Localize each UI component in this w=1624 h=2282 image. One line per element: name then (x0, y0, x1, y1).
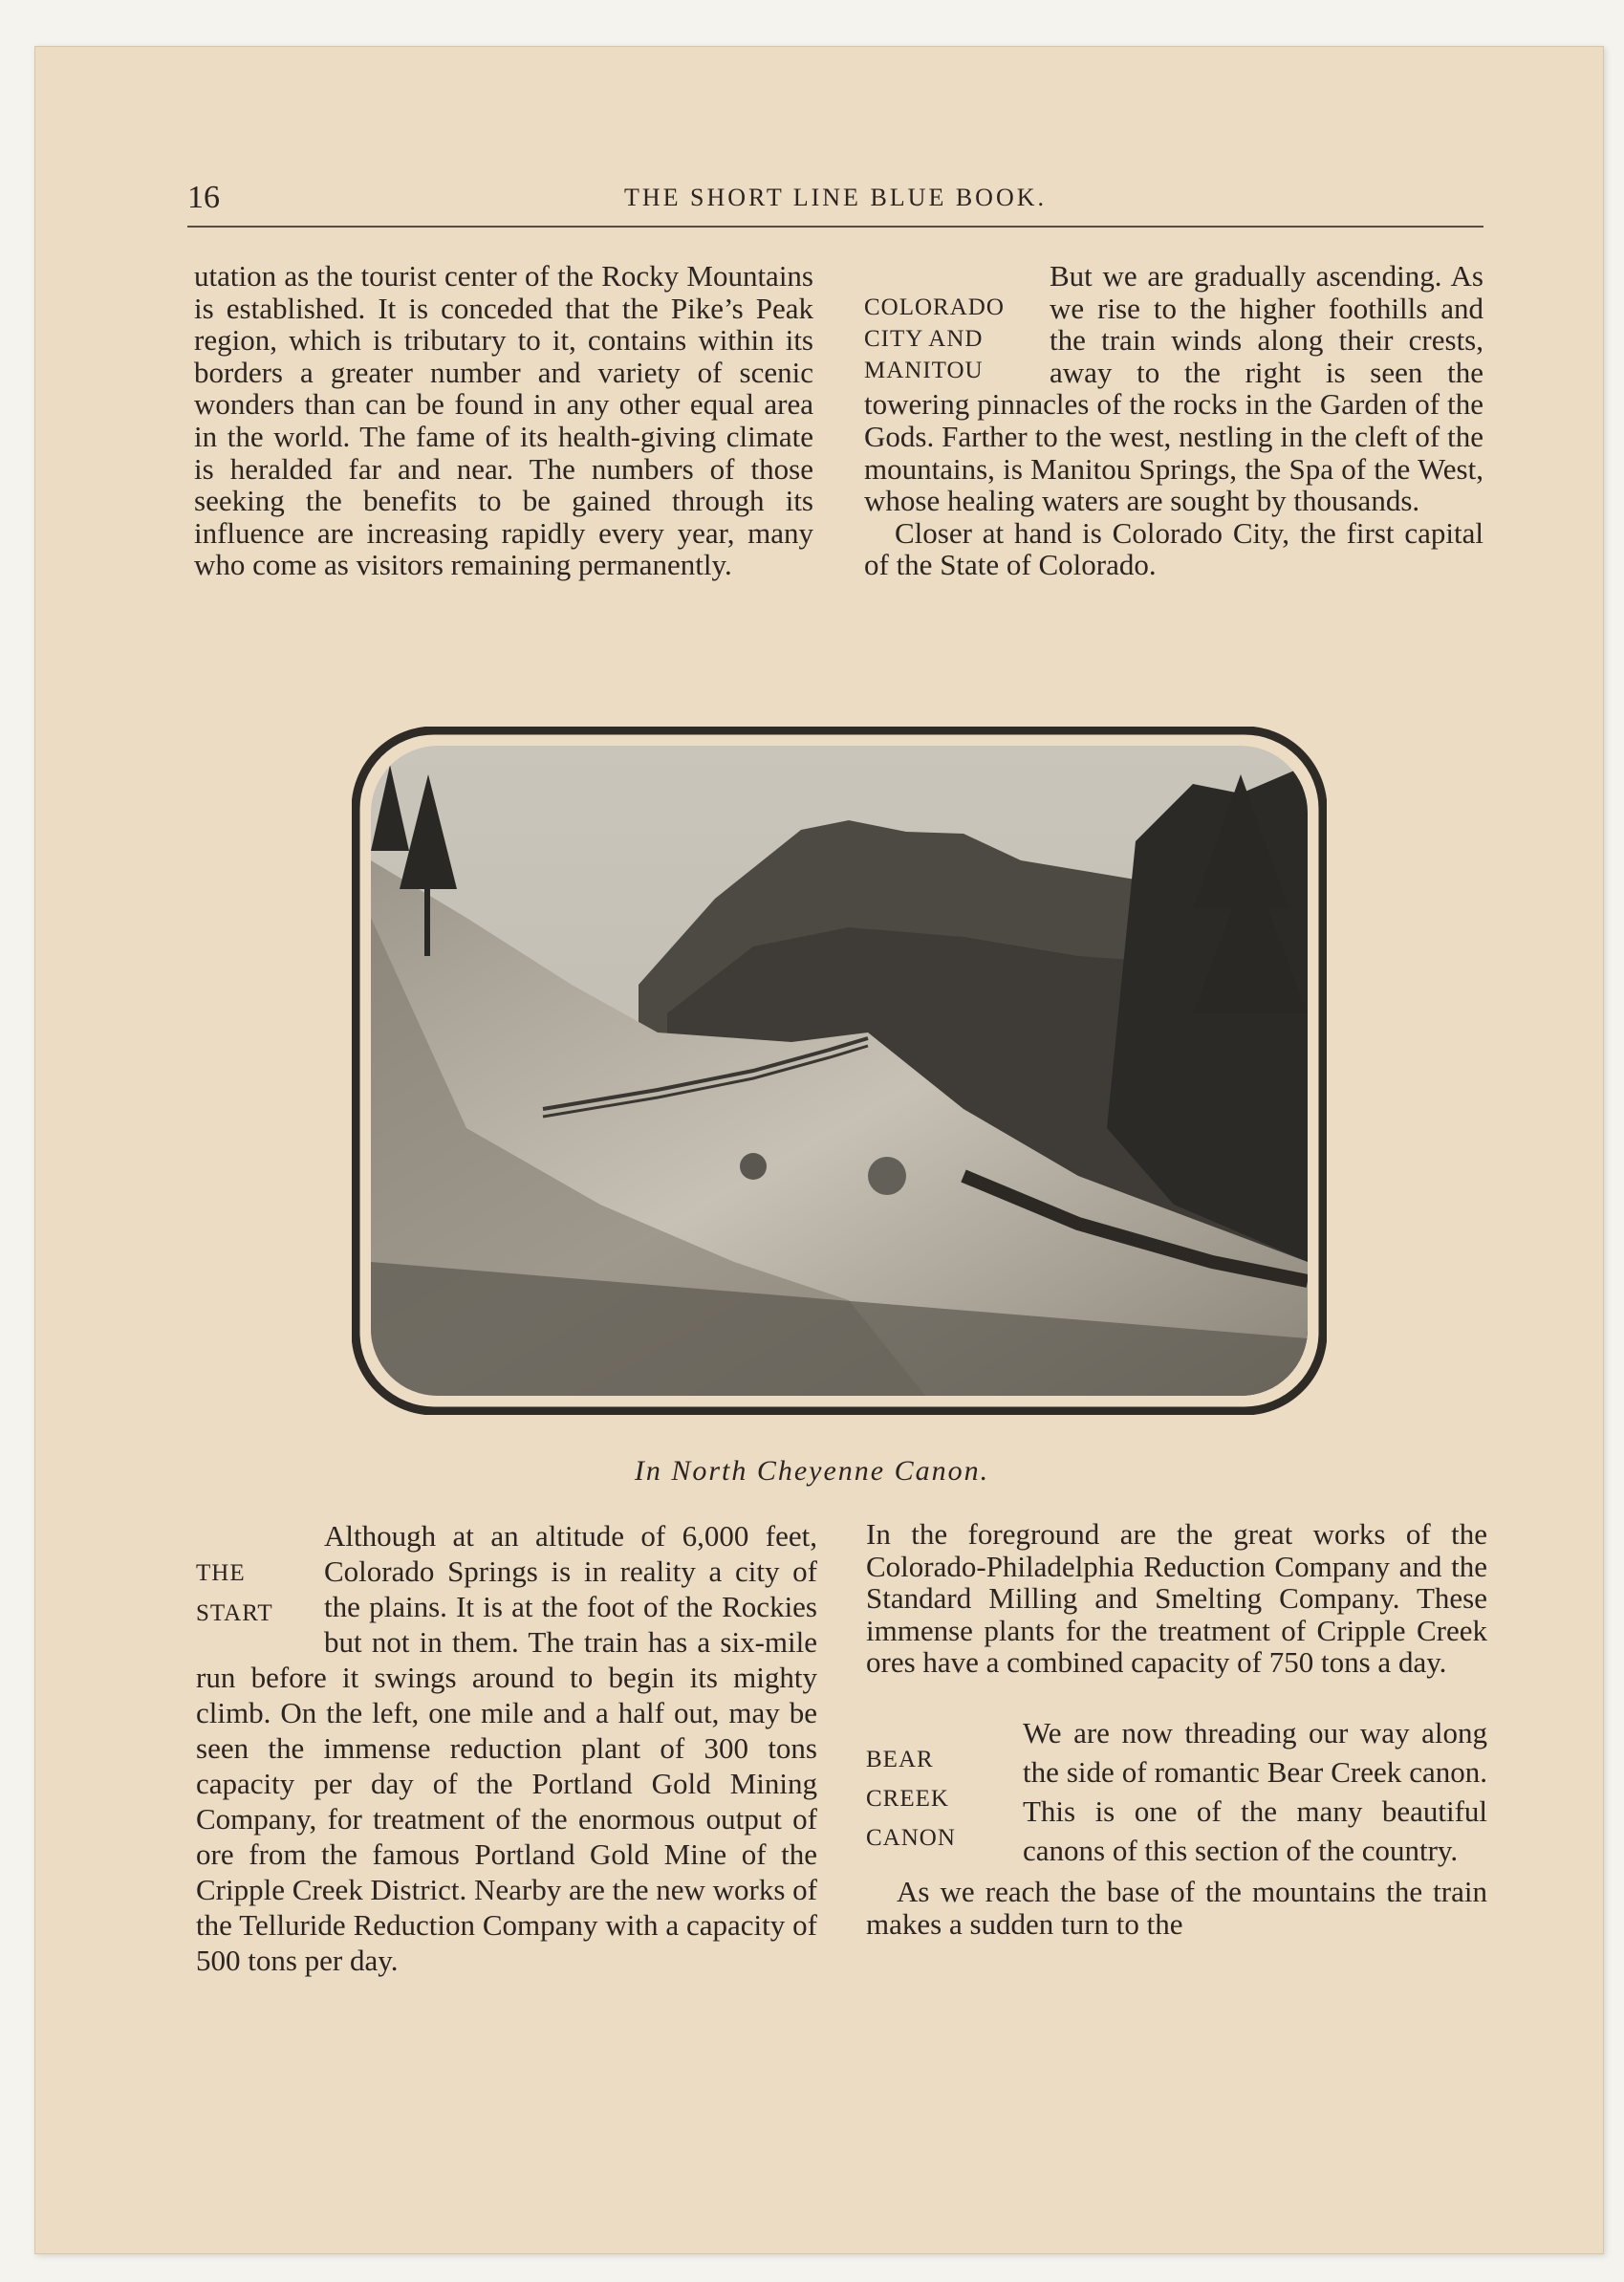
side-heading-line: CITY AND (864, 326, 984, 352)
paragraph: We are now threading our way along the side of romantic Bear Creek canon. This is one of the many beautiful canons of this section of the country. (1023, 1715, 1487, 1867)
paragraph: utation as the tourist center of the Rocky Mountains is established. It is conceded that the Pike’s Peak region, which is tributary to it, contains within its borders a greater number and variety of scenic wonders than can be found in any other equal area in the world. The fame of its health-giving climate is heralded far and near. The numbers of those seeking the benefits to be gained through its influence are increasing rapidly every year, many who come as visitors remaining permanently. (194, 259, 813, 582)
running-title: THE SHORT LINE BLUE BOOK. (624, 184, 1047, 211)
side-heading-line: THE (196, 1560, 246, 1586)
paragraph: Although at an altitude of 6,000 feet, Colorado Springs is in reality a city of the plains. It is at the foot of the Rockies but not in them. The train has a six-mile run before it swings around to begin its mighty climb. On the left, one mile and a half out, may be seen the immense reduction plant of 300 tons capacity per day of the Portland Gold Mining Company, for treatment of the enormous output of ore from the famous Portland Gold Mine of the Cripple Creek District. Nearby are the new works of the Telluride Reduction Company with a capacity of 500 tons per day. (196, 1519, 817, 1977)
paragraph: As we reach the base of the mountains the train makes a sudden turn to the (866, 1874, 1487, 1941)
column-top-right (864, 260, 1483, 581)
photo-north-cheyenne-canon (352, 727, 1327, 1415)
column-bottom-right (866, 1518, 1487, 1940)
side-heading-line: CREEK (866, 1785, 949, 1812)
page-header (187, 180, 1483, 226)
paragraph: But we are gradually ascending. As we rise to the higher foothills and the train winds along their crests, away to the right is seen the towering pinnacles of the rocks in the Garden of the Gods. Farther to the west, nestling in the cleft of the mountains, is Manitou Springs, the Spa of the West, whose healing waters are sought by thousands. (864, 259, 1483, 518)
side-heading-line: START (196, 1600, 273, 1626)
side-heading-colorado-city-manitou (864, 292, 1036, 386)
side-heading-bear-creek-canon (866, 1740, 1009, 1858)
header-rule (187, 226, 1483, 228)
column-top-left (194, 260, 813, 581)
column-bottom-left (196, 1518, 817, 1978)
side-heading-line: CANON (866, 1824, 956, 1851)
paragraph: Closer at hand is Colorado City, the first capital of the State of Colorado. (864, 515, 1483, 582)
photo-caption: In North Cheyenne Canon. (634, 1455, 990, 1487)
paragraph: In the foreground are the great works of the Colorado-Philadelphia Reduction Company and the Standard Milling and Smelting Company. These immense plants for the treatment of Cripple Creek ores have a combined capacity of 750 tons a day. (866, 1517, 1487, 1680)
side-heading-the-start (196, 1554, 311, 1634)
photo-image (352, 727, 1327, 1415)
side-heading-line: MANITOU (864, 358, 984, 383)
side-heading-line: COLORADO (864, 294, 1005, 320)
side-heading-line: BEAR (866, 1746, 934, 1772)
page-number: 16 (187, 180, 220, 215)
